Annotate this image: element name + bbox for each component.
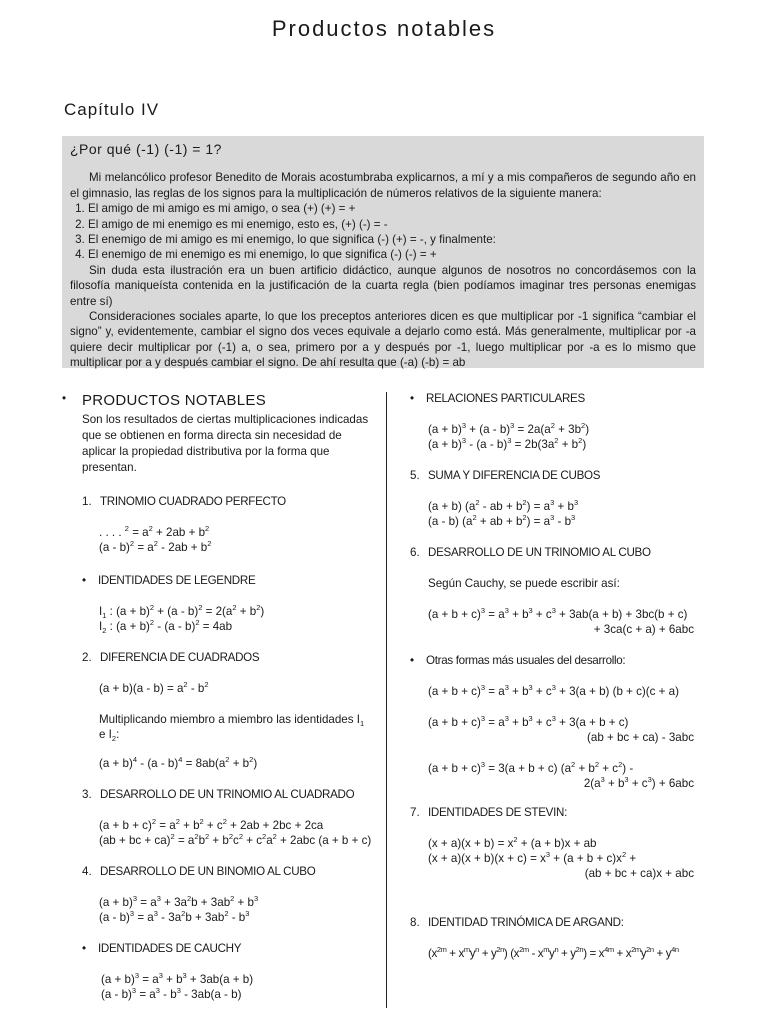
formula: $(a - b)^2 = a^2 - 2ab + b^2$ bbox=[99, 539, 212, 554]
section-7-heading bbox=[410, 805, 710, 820]
section-number: 6. bbox=[410, 546, 420, 559]
formula: $(a + b)^4 - (a - b)^4 = 8ab(a^2 + b^2)$ bbox=[99, 755, 258, 770]
section-title: Otras formas más usuales del desarrollo: bbox=[426, 654, 626, 667]
formula: $(x^{2m} + x^my^n + y^{2n})$ $(x^{2m} - x^my^n + y^{2n}) = x^{4m} + x^{2m}y^{2n} + y^{4n}$ bbox=[428, 945, 679, 960]
section-title: IDENTIDADES DE STEVIN: bbox=[428, 806, 567, 819]
formula: $2(a^3 + b^3 + c^3) + 6abc$ bbox=[583, 775, 694, 790]
section-2-text: Multiplicando miembro a miembro las identidades $I_1$ e $I_2$: bbox=[99, 713, 365, 743]
section-5-heading bbox=[410, 468, 710, 483]
formula: $(a + b + c)^3 = a^3 + b^3 + c^3 + 3ab(a + b) + 3bc(b + c)$ bbox=[428, 606, 688, 621]
box-paragraph-3: Consideraciones sociales aparte, lo que los preceptos anteriores dicen es que multiplicar por -1 significa “cambiar el signo” y, evidentemente, cambiar el signo dos veces equivale a dejarlo como está. Más generalmente, multiplicar por -a quiere decir multiplicar por (-1) a, o sea, primero por a y después por -1, luego multiplicar por -a es lo mismo que multiplicar por a y después cambiar el signo. De ahí resulta que (-a) (-b) = ab bbox=[70, 310, 696, 370]
sign-rule-2: 2. El amigo de mi enemigo es mi enemigo, esto es, (+) (-) = - bbox=[88, 217, 696, 232]
section-6-text: Según Cauchy, se puede escribir así: bbox=[428, 577, 620, 590]
section-3-heading bbox=[82, 787, 372, 802]
formula: (ab + bc + $ca)^2 = a^2b^2 + b^2c^2 + c^2a^2 + 2abc$ (a + b + c) bbox=[99, 832, 372, 847]
right-column bbox=[410, 391, 710, 961]
section-4-heading bbox=[82, 864, 372, 879]
section-title: DIFERENCIA DE CUADRADOS bbox=[100, 651, 260, 664]
section-number: 2. bbox=[82, 651, 92, 664]
formula: $(a + b)^3 = a^3 + 3a^2b + 3ab^2 + b^3$ bbox=[99, 894, 259, 909]
formula: (ab + bc + ca) - 3abc bbox=[587, 731, 694, 744]
formula: $I_1$ : $(a + b)^2 + (a - b)^2 = 2(a^2 + b^2)$ bbox=[99, 603, 265, 620]
legendre-heading: • IDENTIDADES DE LEGENDRE bbox=[82, 574, 256, 587]
formula: $(a - b)^3 = a^3 - b^3 - 3ab(a - b)$ bbox=[101, 986, 242, 1001]
otras-formas-heading: • Otras formas más usuales del desarrollo: bbox=[410, 654, 626, 667]
chapter-heading: Capítulo IV bbox=[64, 100, 160, 119]
section-title: DESARROLLO DE UN TRINOMIO AL CUBO bbox=[428, 546, 651, 559]
formula: $(a + b + c)^3 = a^3 + b^3 + c^3 + 3(a + b + c)$ bbox=[428, 714, 629, 729]
section-number: 1. bbox=[82, 495, 92, 508]
main-heading: PRODUCTOS NOTABLES bbox=[82, 392, 267, 409]
box-paragraph-2: Sin duda esta ilustración era un buen artificio didáctico, aunque algunos de nosotros no concordásemos con la filosofía maniqueísta contenida en la justificación de la cuarta regla (bien podíamos imaginar tres personas enemigas entre sí) bbox=[70, 263, 696, 308]
box-heading: ¿Por qué (-1) (-1) = 1? bbox=[70, 141, 222, 157]
section-number: 7. bbox=[410, 806, 420, 819]
section-2-heading bbox=[82, 650, 372, 665]
section-number: 8. bbox=[410, 916, 420, 929]
section-1-heading bbox=[82, 494, 372, 509]
section-title: SUMA Y DIFERENCIA DE CUBOS bbox=[428, 469, 601, 482]
formula: $(a + b)^3 - (a - b)^3 = 2b(3a^2 + b^2)$ bbox=[428, 436, 587, 451]
formula: (a + b) ($a^2$ - ab + $b^2) = a^3 + b^3$ bbox=[428, 498, 579, 513]
sign-rule-1: 1. El amigo de mi amigo es mi amigo, o sea (+) (+) = + bbox=[88, 201, 696, 216]
section-title: TRINOMIO CUADRADO PERFECTO bbox=[100, 495, 286, 508]
bullet-marker: • bbox=[62, 392, 66, 405]
formula: (a - b) ($a^2$ + ab + $b^2) = a^3 - b^3$ bbox=[428, 513, 576, 528]
formula: $(a + b)^3 + (a - b)^3 = 2a(a^2 + 3b^2)$ bbox=[428, 421, 590, 436]
section-title: IDENTIDAD TRINÓMICA DE ARGAND: bbox=[428, 916, 624, 929]
relaciones-heading: • RELACIONES PARTICULARES bbox=[410, 392, 585, 405]
section-title: RELACIONES PARTICULARES bbox=[426, 392, 585, 405]
sign-rule-4: 4. El enemigo de mi enemigo es mi enemigo, lo que significa (-) (-) = + bbox=[88, 247, 696, 262]
formula: $(a - b)^3 = a^3 - 3a^2b + 3ab^2 - b^3$ bbox=[99, 909, 250, 924]
main-heading-row bbox=[62, 391, 372, 410]
section-title: IDENTIDADES DE LEGENDRE bbox=[98, 574, 256, 587]
section-title: DESARROLLO DE UN TRINOMIO AL CUADRADO bbox=[100, 788, 355, 801]
box-paragraph-1: Mi melancólico profesor Benedito de Morais acostumbraba explicarnos, a mí y a mis compañeros de segundo año en el gimnasio, las reglas de los signos para la multiplicación de números relativos de la siguiente manera: bbox=[70, 171, 696, 200]
sign-rule-3: 3. El enemigo de mi amigo es mi enemigo, lo que significa (-) (+) = -, y finalmente: bbox=[88, 232, 696, 247]
section-title: DESARROLLO DE UN BINOMIO AL CUBO bbox=[100, 865, 316, 878]
formula: $(x + a)(x + b) = x^2 + (a + b)x$ + ab bbox=[428, 835, 597, 850]
section-number: 4. bbox=[82, 865, 92, 878]
formula: $(x + a)(x + b)(x + c) = x^3 + (a + b + c)x^2$ + bbox=[428, 850, 637, 865]
formula: . . . . $^2 = a^2 + 2ab + b^2$ bbox=[99, 524, 210, 539]
sign-rules-list bbox=[70, 201, 696, 263]
section-title: IDENTIDADES DE CAUCHY bbox=[98, 942, 242, 955]
left-column bbox=[62, 391, 372, 1002]
formula: $I_2$ : $(a + b)^2 - (a - b)^2 = 4ab$ bbox=[99, 618, 233, 635]
formula: $(a + b + c)^2 = a^2 + b^2 + c^2 + 2ab + 2bc + 2ca$ bbox=[99, 817, 324, 832]
section-number: 3. bbox=[82, 788, 92, 801]
formula: $(a + b + c)^3 = 3(a + b + c)$ $(a^2 + b^2 + c^2)$ - bbox=[428, 760, 634, 775]
formula: $(a + b)(a - b) = a^2 - b^2$ bbox=[99, 680, 209, 695]
cauchy-heading: • IDENTIDADES DE CAUCHY bbox=[82, 942, 242, 955]
intro-box bbox=[62, 136, 704, 368]
column-divider bbox=[386, 392, 387, 1008]
section-number: 5. bbox=[410, 469, 420, 482]
main-intro: Son los resultados de ciertas multiplicaciones indicadas que se obtienen en forma directa sin necesidad de aplicar la propiedad distributiva por la forma que presentan. bbox=[82, 413, 369, 474]
formula: + 3ca(c + a) + 6abc bbox=[593, 623, 694, 636]
formula: (ab + bc + ca)x + abc bbox=[584, 867, 694, 880]
section-6-heading bbox=[410, 545, 710, 560]
formula: $(a + b + c)^3 = a^3 + b^3 + c^3 + 3(a + b)$ (b + c)(c + a) bbox=[428, 683, 679, 698]
section-8-heading bbox=[410, 915, 710, 930]
formula: $(a + b)^3 = a^3 + b^3 + 3ab(a + b)$ bbox=[101, 971, 254, 986]
page-title: Productos notables bbox=[271, 16, 497, 41]
